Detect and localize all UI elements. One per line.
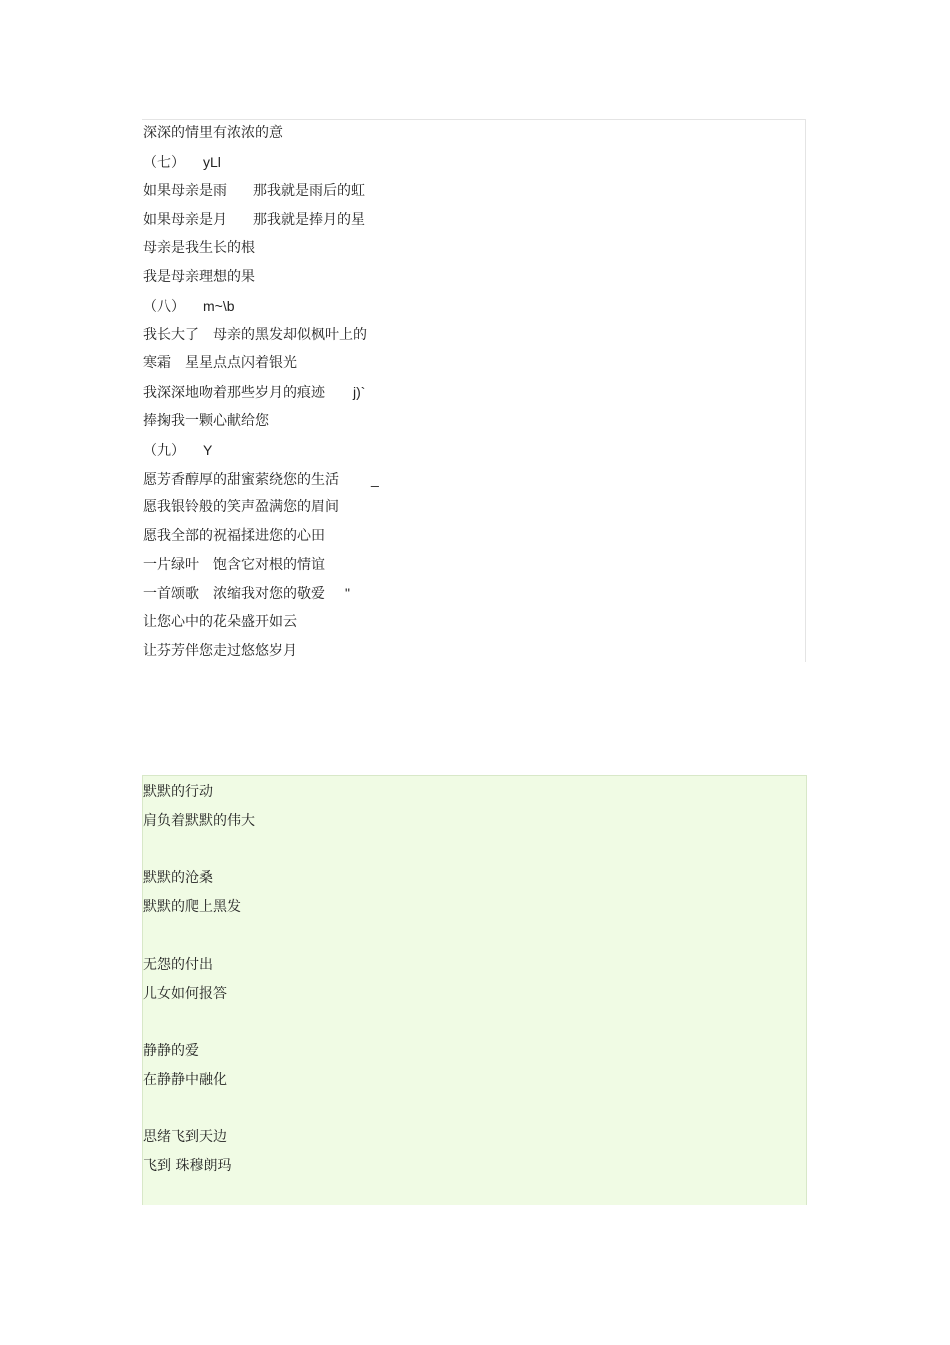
poem-line	[143, 868, 213, 888]
poem-line-text: 默默的爬上黑发	[143, 899, 241, 915]
poem-line-text: 肩负着默默的伟大	[143, 813, 255, 829]
poem-line-text: 无怨的付出	[143, 957, 213, 973]
poem-line-text: 一片绿叶	[143, 557, 199, 573]
poem-line-text: 我是母亲理想的果	[143, 269, 255, 285]
poem-line-text: 让芬芳伴您走过悠悠岁月	[143, 643, 297, 659]
poem-line-text: （七）	[143, 155, 185, 171]
poem-line-text: 默默的行动	[143, 784, 213, 800]
stray-mark: yLl	[203, 154, 221, 170]
poem-line-text: （九）	[143, 443, 185, 459]
poem-line-text: 捧掬我一颗心献给您	[143, 413, 269, 429]
stray-mark: j)`	[353, 384, 366, 400]
poem-line-text: 愿芳香醇厚的甜蜜萦绕您的生活	[143, 472, 339, 488]
poem-line-text: 让您心中的花朵盛开如云	[143, 614, 297, 630]
poem-line	[143, 181, 365, 201]
poem-line	[143, 382, 365, 402]
poem-line	[143, 440, 212, 460]
poem-line-text: 母亲是我生长的根	[143, 240, 255, 256]
poem-line-text-continued: 浓缩我对您的敬爱	[213, 586, 325, 602]
poem-line	[143, 411, 269, 431]
poem-line	[143, 152, 221, 172]
poem-frame-bottom-green	[142, 775, 807, 1205]
poem-line	[143, 811, 255, 831]
poem-line	[143, 641, 297, 661]
poem-line	[143, 267, 255, 287]
stray-mark: Y	[203, 442, 213, 458]
poem-line	[143, 123, 283, 143]
poem-line	[143, 1156, 231, 1176]
poem-line	[143, 782, 213, 802]
poem-line	[143, 555, 325, 575]
poem-line-text: 愿我银铃般的笑声盈满您的眉间	[143, 499, 339, 515]
poem-line	[143, 469, 379, 489]
poem-line	[143, 583, 350, 603]
poem-line-text: 儿女如何报答	[143, 986, 227, 1002]
poem-line	[143, 296, 235, 316]
poem-line-text: （八）	[143, 299, 185, 315]
poem-line-text: 如果母亲是月	[143, 212, 227, 228]
poem-line	[143, 897, 241, 917]
poem-line-text-continued: 那我就是雨后的虹	[253, 183, 365, 199]
poem-line-text: 我深深地吻着那些岁月的痕迹	[143, 385, 325, 401]
poem-line	[143, 238, 255, 258]
poem-line-text: 深深的情里有浓浓的意	[143, 125, 283, 141]
poem-line-text: 寒霜	[143, 355, 171, 371]
poem-line	[143, 210, 365, 230]
poem-line	[143, 325, 367, 345]
poem-line-text: 默默的沧桑	[143, 870, 213, 886]
poem-line-text-continued: 母亲的黑发却似枫叶上的	[213, 327, 367, 343]
stray-mark: m~\b	[203, 298, 235, 314]
poem-line	[143, 1127, 227, 1147]
poem-line-text-continued: 饱含它对根的情谊	[213, 557, 325, 573]
poem-line-text: 在静静中融化	[143, 1072, 227, 1088]
poem-line	[143, 497, 339, 517]
stray-mark: "	[345, 585, 350, 601]
poem-line-text: 愿我全部的祝福揉进您的心田	[143, 528, 325, 544]
poem-line-text: 飞到 珠穆朗玛	[143, 1158, 232, 1174]
poem-line	[143, 612, 297, 632]
poem-line-text-continued: 星星点点闪着银光	[185, 355, 297, 371]
poem-line	[143, 526, 325, 546]
poem-line	[143, 984, 227, 1004]
poem-line-text: 如果母亲是雨	[143, 183, 227, 199]
poem-line	[143, 1041, 199, 1061]
poem-line-text: 思绪飞到天边	[143, 1129, 227, 1145]
poem-line	[143, 955, 213, 975]
poem-line	[143, 353, 297, 373]
stray-mark: _	[371, 471, 379, 487]
poem-line-text: 一首颂歌	[143, 586, 199, 602]
poem-line-text: 我长大了	[143, 327, 199, 343]
poem-line-text: 静静的爱	[143, 1043, 199, 1059]
poem-line-text-continued: 那我就是捧月的星	[253, 212, 365, 228]
poem-line	[143, 1070, 227, 1090]
